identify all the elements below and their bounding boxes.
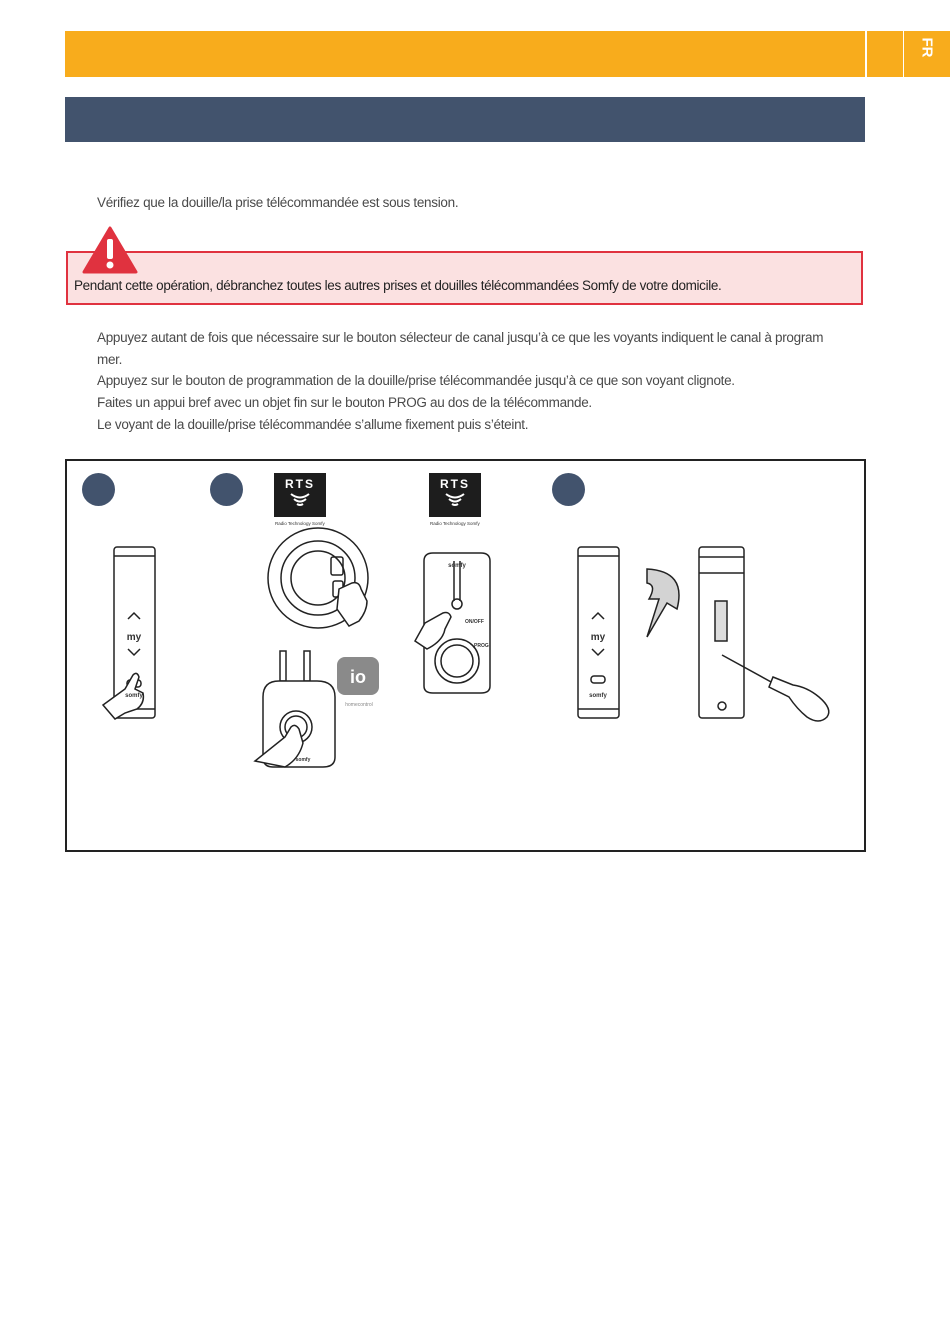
screwdriver — [769, 677, 829, 721]
rts-caption: Radio Technology Somfy — [275, 521, 325, 526]
section-title-bar — [65, 97, 865, 142]
svg-text:ON/OFF: ON/OFF — [465, 619, 484, 625]
svg-text:PROG: PROG — [474, 643, 489, 649]
header-band — [65, 31, 865, 77]
svg-text:somfy: somfy — [589, 693, 607, 699]
step-line: Appuyez sur le bouton de programmation de la douille/prise télécommandée jusqu’à ce que son voyant clignote. — [97, 373, 735, 389]
svg-text:somfy: somfy — [295, 757, 311, 763]
language-tab: FR — [904, 31, 950, 77]
header-tab — [867, 31, 903, 77]
step-line: Le voyant de la douille/prise télécommandée s’allume fixement puis s’éteint. — [97, 416, 529, 432]
svg-text:homecontrol: homecontrol — [345, 702, 373, 708]
svg-text:somfy: somfy — [448, 563, 466, 569]
rts-caption: Radio Technology Somfy — [430, 521, 480, 526]
svg-text:io: io — [350, 667, 366, 687]
warning-icon — [82, 226, 138, 274]
svg-text:my: my — [590, 632, 606, 643]
instruction-steps — [97, 327, 862, 436]
svg-text:my: my — [126, 632, 142, 643]
rts-logo: RTS — [429, 473, 481, 517]
procedure-illustrations — [67, 461, 864, 850]
procedure-figure — [65, 459, 866, 852]
power-check-text: Vérifiez que la douille/la prise télécommandée est sous tension. — [97, 195, 459, 210]
step-line: Appuyez autant de fois que nécessaire sur le bouton sélecteur de canal jusqu’à ce que les voyants indiquent le canal à program — [97, 330, 824, 345]
svg-text:somfy: somfy — [125, 693, 143, 699]
warning-text: Pendant cette opération, débranchez toutes les autres prises et douilles télécommandées Somfy de votre domicile. — [74, 278, 722, 293]
step-line: Faites un appui bref avec un objet fin sur le bouton PROG au dos de la télécommande. — [97, 395, 592, 411]
rts-logo: RTS — [274, 473, 326, 517]
step-line: mer. — [97, 351, 123, 367]
